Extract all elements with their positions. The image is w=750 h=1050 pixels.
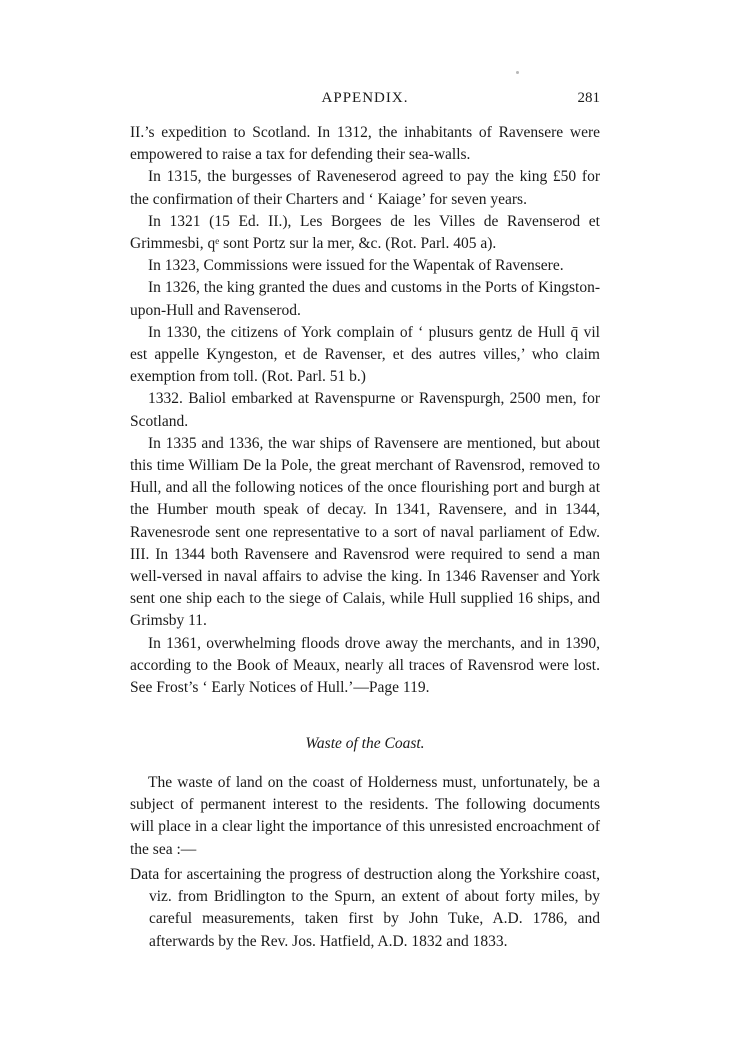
paragraph-3: In 1321 (15 Ed. II.), Les Borgees de les Villes de Ravenserod et Grimmesbi, qᵉ sont Portz sur la mer, &c. (Rot. Parl. 405 a). [130,212,600,253]
page-number: 281 [577,90,600,106]
section-intro-block [130,772,600,861]
data-paragraph: Data for ascertaining the progress of destruction along the Yorkshire coast, viz. from Bridlington to the Spurn, an extent of about forty miles, by careful measurements, taken first by John Tuke, A.D. 1786, and afterwards by the Rev. Jos. Hatfield, A.D. 1832 and 1833. [130,866,600,950]
page-header [130,90,600,112]
section-title: Waste of the Coast. [305,735,425,752]
running-head: APPENDIX. [321,90,409,106]
paragraph-7: 1332. Baliol embarked at Ravenspurne or Ravenspurgh, 2500 men, for Scotland. [130,390,600,430]
paragraph-4: In 1323, Commissions were issued for the Wapentak of Ravensere. [148,257,564,275]
paragraph-9: In 1361, overwhelming floods drove away the merchants, and in 1390, according to the Book of Meaux, nearly all traces of Ravensrod were lost. See Frost’s ‘ Early Notices of Hull.’—Page 119. [130,634,600,697]
paragraph-1: II.’s expedition to Scotland. In 1312, the inhabitants of Ravensere were empowered to raise a tax for defending their sea-walls. [130,124,600,164]
paragraph-5: In 1326, the king granted the dues and customs in the Ports of Kingston-upon-Hull and Ravenserod. [130,279,600,319]
data-paragraph-block [130,864,600,953]
paragraph-6: In 1330, the citizens of York complain of ‘ plusurs gentz de Hull q̄ vil est appelle Kyngeston, et de Ravenser, et des autres villes,’ who claim exemption from toll. (Rot. Parl. 51 b.) [130,323,600,386]
paragraph-8: In 1335 and 1336, the war ships of Ravensere are mentioned, but about this time William De la Pole, the great merchant of Ravensrod, removed to Hull, and all the following notices of the once flourishing port and burgh at the Humber mouth speak of decay. In 1341, Ravensere, and in 1344, Ravenesrode sent one representative to a sort of naval parliament of Edw. III. In 1344 both Ravensere and Ravensrod were required to send a man well-versed in naval affairs to advise the king. In 1346 Ravenser and York sent one ship each to the siege of Calais, while Hull supplied 16 ships, and Grimsby 11. [130,434,600,630]
section-intro: The waste of land on the coast of Holderness must, unfortunately, be a subject of permanent interest to the residents. The following documents will place in a clear light the importance of this unresisted encroachment of the sea :— [130,774,600,858]
paragraph-2: In 1315, the burgesses of Raveneserod agreed to pay the king £50 for the confirmation of their Charters and ‘ Kaiage’ for seven years. [130,168,600,208]
paper-speck [516,71,519,74]
appendix-body [130,122,600,699]
